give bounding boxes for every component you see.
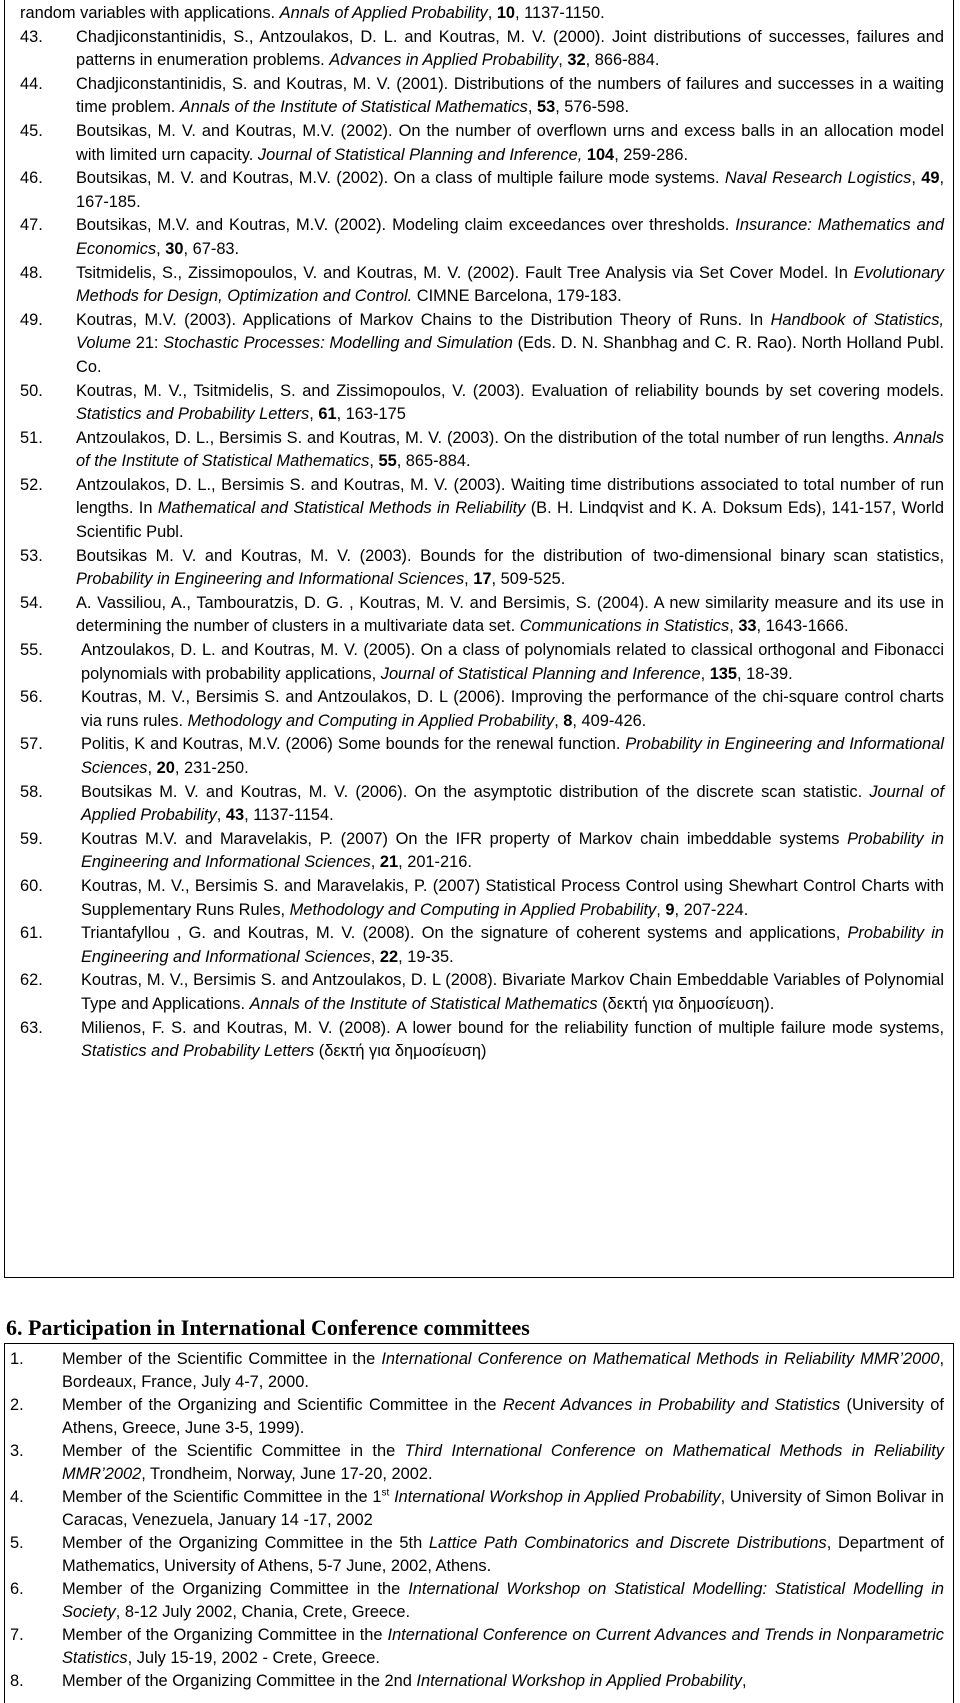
item-number: 49. bbox=[20, 310, 43, 329]
text-segment: , bbox=[911, 169, 922, 188]
item-text bbox=[81, 781, 944, 828]
italic-title: Annals of the Institute of Statistical Mathematics bbox=[76, 428, 944, 471]
item-text bbox=[76, 545, 944, 592]
italic-title: Recent Advances in Probability and Statistics bbox=[502, 1396, 841, 1414]
item-text bbox=[81, 922, 944, 969]
item-text bbox=[81, 969, 944, 1016]
text-segment: Koutras, M. V., Bersimis S. and Maravelakis, P. (2007) Statistical Process Control using Shewhart Control Charts with Supplementary Runs Rules, bbox=[81, 876, 944, 919]
italic-title: Methodology and Computing in Applied Probability bbox=[187, 711, 555, 730]
item-text bbox=[81, 875, 944, 922]
italic-title: Annals of Applied Probability bbox=[279, 4, 488, 22]
committee-entry bbox=[10, 1532, 944, 1578]
reference-entry bbox=[20, 26, 944, 73]
item-text bbox=[62, 1578, 944, 1624]
text-segment: (δεκτή για δημοσίευση) bbox=[314, 1042, 487, 1061]
item-number: 60. bbox=[20, 876, 43, 895]
reference-entry bbox=[20, 120, 944, 167]
item-number: 58. bbox=[20, 782, 43, 801]
item-text bbox=[81, 639, 944, 686]
italic-title: Lattice Path Combinatorics and Discrete Distributions bbox=[428, 1534, 827, 1552]
item-number: 43. bbox=[20, 27, 43, 46]
italic-title: Third International Conference on Mathematical Methods in Reliability MMR’2002 bbox=[62, 1442, 944, 1483]
item-number: 45. bbox=[20, 121, 43, 140]
text-segment: Politis, K and Koutras, M.V. (2006) Some bounds for the renewal function. bbox=[81, 735, 626, 754]
item-number: 63. bbox=[20, 1018, 43, 1037]
italic-title: International Conference on Current Advances and Trends in Nonparametric Statistics bbox=[62, 1626, 944, 1667]
item-number: 55. bbox=[20, 641, 43, 660]
text-segment: , bbox=[216, 806, 226, 825]
text-segment: CIMNE Barcelona, 179-183. bbox=[412, 287, 622, 306]
item-number: 47. bbox=[20, 216, 43, 235]
item-text bbox=[81, 733, 944, 780]
item-text bbox=[62, 1486, 944, 1532]
item-number: 48. bbox=[20, 263, 43, 282]
item-text bbox=[62, 1624, 944, 1670]
italic-title: Probability in Engineering and Informational Sciences bbox=[81, 735, 944, 777]
item-text bbox=[81, 828, 944, 875]
committee-entry bbox=[10, 1624, 944, 1670]
text-segment: , bbox=[700, 664, 710, 683]
text-segment: (B. H. Lindqvist and K. A. Doksum Eds), 141-157, World Scientific Publ. bbox=[76, 499, 945, 542]
italic-title: Advances in Applied Probability bbox=[329, 51, 559, 70]
text-segment: , bbox=[370, 853, 380, 872]
text-segment: Member of the Organizing Committee in the bbox=[62, 1626, 388, 1644]
item-number: 62. bbox=[20, 971, 43, 990]
item-number: 56. bbox=[20, 688, 43, 707]
reference-entry bbox=[20, 380, 944, 427]
reference-entry bbox=[20, 167, 944, 214]
volume-number: 33 bbox=[738, 617, 757, 636]
text-segment: Boutsikas M. V. and Koutras, M. V. (2003). Bounds for the distribution of two-dimensional binary scan statistics, bbox=[76, 546, 944, 565]
italic-title: Insurance: Mathematics and Economics bbox=[76, 216, 944, 258]
item-text bbox=[62, 1348, 944, 1394]
item-number: 44. bbox=[20, 74, 43, 93]
text-segment: (Eds. D. N. Shanbhag and C. R. Rao). North Holland Publ. Co. bbox=[76, 334, 944, 376]
volume-number: 17 bbox=[473, 570, 492, 589]
text-segment: Boutsikas M. V. and Koutras, M. V. (2006). On the asymptotic distribution of the discrete scan statistic. bbox=[81, 782, 870, 801]
text-segment: , University of Simon Bolivar in Caracas, Venezuela, January 14 -17, 2002 bbox=[62, 1488, 944, 1529]
reference-entry bbox=[20, 2, 944, 26]
item-number: 46. bbox=[20, 169, 43, 188]
text-segment: A. Vassiliou, A., Tambouratzis, D. G. , Koutras, M. V. and Bersimis, S. (2004). A new similarity measure and its use in determining the number of clusters in a multivariate data set. bbox=[76, 593, 944, 636]
item-text bbox=[62, 1670, 944, 1693]
text-segment: Koutras, M.V. (2003). Applications of Markov Chains to the Distribution Theory of Runs. In bbox=[76, 310, 771, 329]
item-number: 50. bbox=[20, 381, 43, 400]
text-segment: Koutras M.V. and Maravelakis, P. (2007) On the IFR property of Markov chain imbeddable systems bbox=[81, 829, 848, 848]
text-segment: (δεκτή για δημοσίευση). bbox=[597, 994, 775, 1013]
text-segment: , 576-598. bbox=[555, 98, 630, 117]
italic-title: Probability in Engineering and Informational Sciences bbox=[76, 570, 465, 589]
committee-entry bbox=[10, 1578, 944, 1624]
text-segment: Antzoulakos, D. L., Bersimis S. and Koutras, M. V. (2003). On the distribution of the total number of run lengths. bbox=[76, 428, 894, 447]
text-segment: , bbox=[156, 239, 166, 258]
reference-list bbox=[20, 2, 944, 1064]
text-segment: 21: bbox=[130, 334, 164, 353]
item-number: 1. bbox=[10, 1350, 24, 1368]
item-number: 3. bbox=[10, 1442, 24, 1460]
italic-title: International Conference on Mathematical Methods in Reliability MMR’2000 bbox=[381, 1350, 940, 1368]
text-segment: , Bordeaux, France, July 4-7, 2000. bbox=[62, 1350, 944, 1391]
item-number: 54. bbox=[20, 593, 43, 612]
reference-entry bbox=[20, 474, 944, 545]
committee-entry bbox=[10, 1440, 944, 1486]
item-text bbox=[76, 73, 944, 120]
italic-title: International Workshop in Applied Probability bbox=[394, 1488, 721, 1506]
text-segment: , bbox=[370, 947, 380, 966]
item-number: 5. bbox=[10, 1534, 24, 1552]
text-segment: Chadjiconstantinidis, S., Antzoulakos, D. L. and Koutras, M. V. (2000). Joint distributions of successes, failures and patterns in enumeration problems. bbox=[76, 27, 944, 70]
item-text bbox=[62, 1440, 944, 1486]
reference-entry bbox=[20, 262, 944, 309]
reference-entry bbox=[20, 686, 944, 733]
text-segment: Tsitmidelis, S., Zissimopoulos, V. and Koutras, M. V. (2002). Fault Tree Analysis via Set Cover Model. In bbox=[76, 263, 854, 282]
reference-entry bbox=[20, 1017, 944, 1064]
item-number: 8. bbox=[10, 1672, 24, 1690]
text-segment: Koutras, M. V., Bersimis S. and Antzoulakos, D. L (2006). Improving the performance of the chi-square control charts via runs rules. bbox=[81, 688, 944, 730]
text-segment: Chadjiconstantinidis, S. and Koutras, M. V. (2001). Distributions of the numbers of failures and successes in a waiting time problem. bbox=[76, 74, 944, 117]
reference-entry bbox=[20, 781, 944, 828]
italic-title: Journal of Statistical Planning and Inference, bbox=[257, 145, 583, 164]
section-heading: 6. Participation in International Conference committees bbox=[6, 1315, 530, 1340]
committee-entry bbox=[10, 1486, 944, 1532]
text-segment: , 167-185. bbox=[76, 169, 944, 211]
text-segment: , 163-175 bbox=[336, 405, 406, 424]
text-segment: Member of the Organizing Committee in the 2nd bbox=[62, 1672, 417, 1690]
text-segment: Boutsikas, M. V. and Koutras, M.V. (2002). On the number of overflown urns and excess balls in an allocation model with limited urn capacity. bbox=[76, 121, 944, 164]
text-segment: (University of Athens, Greece, June 3-5, 1999). bbox=[62, 1396, 944, 1437]
reference-entry bbox=[20, 73, 944, 120]
item-text bbox=[76, 309, 944, 380]
text-segment: st bbox=[381, 1487, 390, 1499]
volume-number: 49 bbox=[921, 169, 940, 188]
item-number: 53. bbox=[20, 546, 43, 565]
italic-title: Journal of Applied Probability bbox=[81, 782, 945, 825]
text-segment: , bbox=[464, 570, 474, 589]
item-text bbox=[76, 592, 944, 639]
reference-entry bbox=[20, 733, 944, 780]
text-segment: , Department of Mathematics, University of Athens, 5-7 June, 2002, Athens. bbox=[62, 1534, 944, 1575]
volume-number: 53 bbox=[536, 98, 556, 117]
text-segment: , bbox=[554, 711, 564, 730]
italic-title: Probability in Engineering and Informational Sciences bbox=[81, 829, 944, 872]
item-text bbox=[62, 1394, 944, 1440]
item-text bbox=[76, 380, 944, 427]
italic-title: Handbook of Statistics, Volume bbox=[76, 310, 944, 353]
italic-title: International Workshop on Statistical Modelling: Statistical Modelling in Society bbox=[62, 1580, 944, 1621]
text-segment: , 18-39. bbox=[737, 664, 793, 683]
volume-number: 10 bbox=[496, 4, 516, 22]
committee-entry bbox=[10, 1348, 944, 1394]
item-text bbox=[81, 1017, 944, 1064]
volume-number: 135 bbox=[709, 664, 738, 683]
text-segment: , 8-12 July 2002, Chania, Crete, Greece. bbox=[115, 1603, 411, 1621]
text-segment: , 67-83. bbox=[183, 239, 240, 258]
text-segment: , bbox=[656, 900, 666, 919]
item-number: 2. bbox=[10, 1396, 24, 1414]
text-segment: , 1643-1666. bbox=[756, 617, 849, 636]
volume-number: 8 bbox=[563, 711, 573, 730]
item-text bbox=[76, 214, 944, 261]
italic-title: Probability in Engineering and Informational Sciences bbox=[81, 924, 944, 966]
text-segment: , 866-884. bbox=[585, 51, 660, 70]
item-text bbox=[76, 427, 944, 474]
volume-number: 9 bbox=[665, 900, 675, 919]
text-segment: , Trondheim, Norway, June 17-20, 2002. bbox=[141, 1465, 433, 1483]
text-segment: , 19-35. bbox=[398, 947, 454, 966]
volume-number: 32 bbox=[567, 51, 586, 70]
text-segment: Member of the Organizing Committee in the 5th bbox=[62, 1534, 429, 1552]
text-segment: , bbox=[309, 405, 319, 424]
reference-entry bbox=[20, 545, 944, 592]
text-segment: , 201-216. bbox=[398, 853, 472, 872]
text-segment: Boutsikas, M. V. and Koutras, M.V. (2002). On a class of multiple failure mode systems. bbox=[76, 169, 725, 188]
item-text bbox=[76, 474, 944, 545]
italic-title: Evolutionary Methods for Design, Optimization and Control. bbox=[76, 263, 944, 306]
item-text bbox=[76, 26, 944, 73]
item-number: 57. bbox=[20, 735, 43, 754]
volume-number: 61 bbox=[318, 405, 337, 424]
volume-number: 43 bbox=[225, 806, 245, 825]
reference-entry bbox=[20, 309, 944, 380]
italic-title: Methodology and Computing in Applied Probability bbox=[289, 900, 657, 919]
text-segment: Antzoulakos, D. L. and Koutras, M. V. (2005). On a class of polynomials related to classical orthogonal and Fibonacci polynomials with probability applications, bbox=[81, 641, 944, 683]
italic-title: Statistics and Probability Letters bbox=[76, 405, 310, 424]
item-text bbox=[76, 262, 944, 309]
text-segment: , 259-286. bbox=[614, 145, 689, 164]
item-number: 6. bbox=[10, 1580, 24, 1598]
reference-entry bbox=[20, 875, 944, 922]
text-segment: Antzoulakos, D. L., Bersimis S. and Koutras, M. V. (2003). Waiting time distributions associated to total number of run lengths. In bbox=[76, 475, 944, 518]
item-number: 61. bbox=[20, 924, 43, 943]
item-number: 7. bbox=[10, 1626, 24, 1644]
volume-number: 21 bbox=[379, 853, 399, 872]
volume-number: 20 bbox=[156, 759, 175, 777]
text-segment: , bbox=[527, 98, 537, 117]
reference-entry bbox=[20, 922, 944, 969]
committee-entry bbox=[10, 1670, 944, 1693]
reference-entry bbox=[20, 214, 944, 261]
reference-entry bbox=[20, 639, 944, 686]
italic-title: Communications in Statistics bbox=[519, 617, 730, 636]
text-segment: , bbox=[369, 452, 379, 471]
text-segment: , 509-525. bbox=[491, 570, 566, 589]
italic-title: Naval Research Logistics bbox=[724, 169, 912, 188]
italic-title: Stochastic Processes: Modelling and Simulation bbox=[163, 334, 513, 353]
text-segment: , bbox=[741, 1672, 747, 1690]
volume-number: 22 bbox=[379, 947, 399, 966]
reference-entry bbox=[20, 828, 944, 875]
text-segment: Member of the Scientific Committee in the bbox=[62, 1442, 405, 1460]
item-text bbox=[62, 1532, 944, 1578]
item-number: 59. bbox=[20, 829, 43, 848]
committee-list bbox=[10, 1348, 944, 1693]
text-segment: Koutras, M. V., Tsitmidelis, S. and Zissimopoulos, V. (2003). Evaluation of reliability bounds by set covering models. bbox=[76, 381, 944, 400]
text-segment: Member of the Organizing Committee in the bbox=[62, 1580, 409, 1598]
italic-title: Mathematical and Statistical Methods in Reliability bbox=[157, 499, 526, 518]
text-segment: Koutras, M. V., Bersimis S. and Antzoulakos, D. L (2008). Bivariate Markov Chain Embeddable Variables of Polynomial Type and Applications. bbox=[81, 971, 944, 1013]
text-segment: , 231-250. bbox=[174, 759, 249, 777]
volume-number: 30 bbox=[165, 239, 184, 258]
text-segment: , 1137-1154. bbox=[244, 806, 334, 825]
committee-entry bbox=[10, 1394, 944, 1440]
text-segment: , bbox=[487, 4, 497, 22]
italic-title: Annals of the Institute of Statistical Mathematics bbox=[179, 98, 528, 117]
text-segment: Member of the Scientific Committee in the 1 bbox=[62, 1488, 382, 1506]
text-segment: , 865-884. bbox=[396, 452, 471, 471]
text-segment: , July 15-19, 2002 - Crete, Greece. bbox=[127, 1649, 380, 1667]
item-number: 4. bbox=[10, 1488, 24, 1506]
italic-title: Statistics and Probability Letters bbox=[81, 1042, 315, 1061]
reference-entry bbox=[20, 592, 944, 639]
item-text bbox=[76, 120, 944, 167]
text-segment: random variables with applications. bbox=[20, 4, 280, 22]
item-number: 51. bbox=[20, 428, 43, 447]
reference-entry bbox=[20, 969, 944, 1016]
text-segment: Triantafyllou , G. and Koutras, M. V. (2008). On the signature of coherent systems and applications, bbox=[81, 924, 848, 943]
reference-entry bbox=[20, 427, 944, 474]
item-number: 52. bbox=[20, 475, 43, 494]
text-segment: , 409-426. bbox=[572, 711, 647, 730]
italic-title: Annals of the Institute of Statistical Mathematics bbox=[249, 994, 598, 1013]
text-segment: , bbox=[147, 759, 157, 777]
italic-title: Journal of Statistical Planning and Inference bbox=[380, 664, 701, 683]
volume-number: 55 bbox=[378, 452, 397, 471]
item-text bbox=[20, 2, 944, 26]
text-segment: , bbox=[558, 51, 568, 70]
text-segment: , 207-224. bbox=[674, 900, 749, 919]
text-segment: Milienos, F. S. and Koutras, M. V. (2008). A lower bound for the reliability function of multiple failure mode systems, bbox=[81, 1018, 944, 1037]
item-text bbox=[76, 167, 944, 214]
text-segment: , 1137-1150. bbox=[515, 4, 605, 22]
volume-number: 104 bbox=[586, 145, 615, 164]
item-text bbox=[81, 686, 944, 733]
italic-title: International Workshop in Applied Probability bbox=[416, 1672, 742, 1690]
text-segment: Member of the Organizing and Scientific Committee in the bbox=[62, 1396, 503, 1414]
text-segment: Boutsikas, M.V. and Koutras, M.V. (2002). Modeling claim exceedances over thresholds. bbox=[76, 216, 736, 235]
text-segment: Member of the Scientific Committee in the bbox=[62, 1350, 382, 1368]
text-segment: , bbox=[729, 617, 739, 636]
